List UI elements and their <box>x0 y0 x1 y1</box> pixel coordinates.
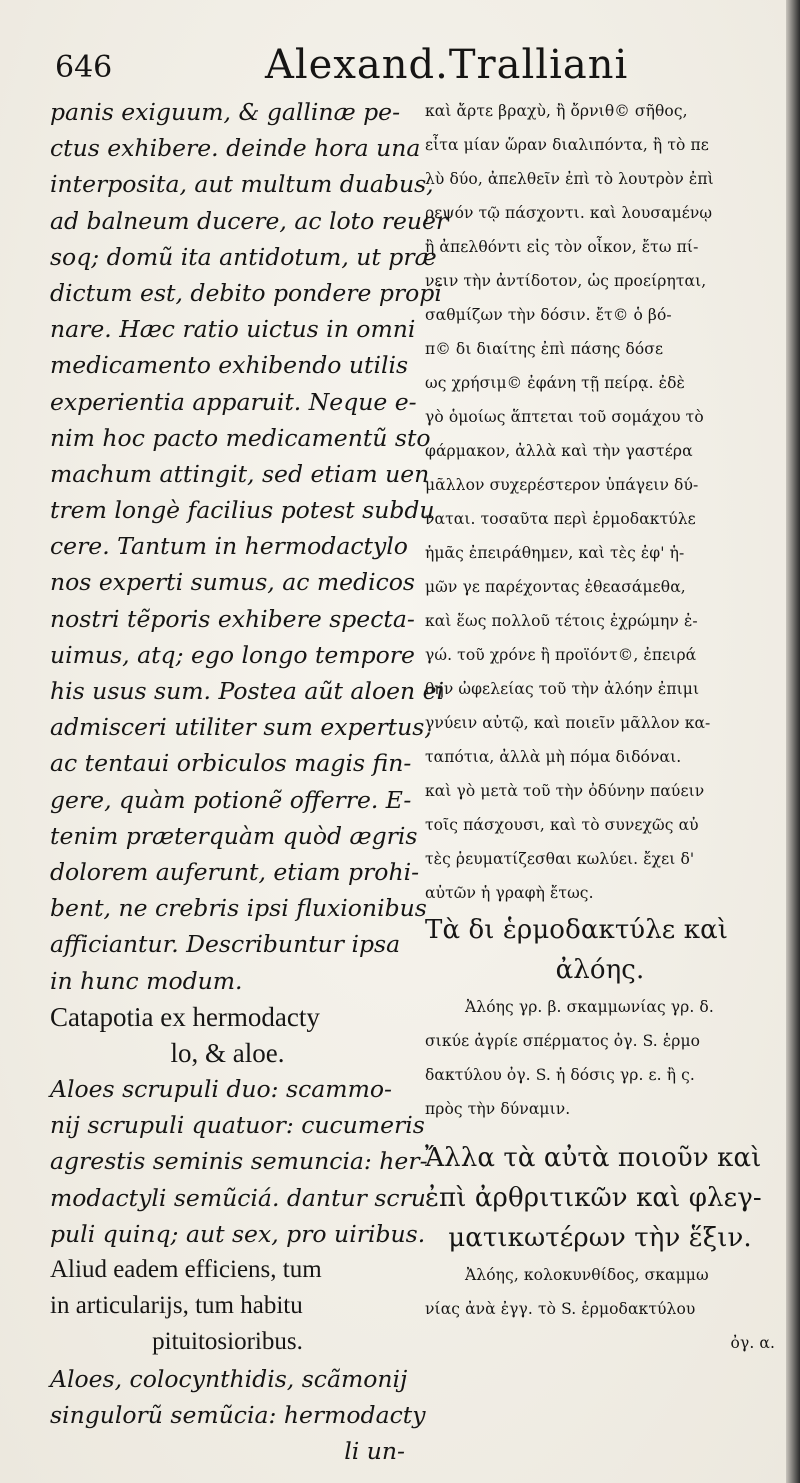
text-line: nim hoc pacto medicamentũ sto <box>50 423 431 452</box>
text-line: καὶ γὸ μετὰ τοῦ τὴν ὀδύνην παύειν <box>425 782 705 800</box>
heading-line: ἀλόης. <box>555 955 645 985</box>
page-header <box>55 44 755 90</box>
text-line: medicamento exhibendo utilis <box>50 351 409 380</box>
heading-line: lo, & aloe. <box>170 1037 285 1068</box>
text-line: Ἀλόης, κολοκυνθίδος, σκαμμω <box>465 1266 709 1284</box>
text-line: panis exiguum, & gallinæ pe- <box>50 98 401 126</box>
text-line: interposita, aut multum duabus, <box>50 170 434 199</box>
text-line: ἡμᾶς ἐπειράθημεν, καὶ τὲς ἐφ' ἡ- <box>425 544 685 562</box>
greek-column <box>425 94 775 1360</box>
text-line: modactyli semũciá. dantur scru <box>50 1183 426 1212</box>
latin-column <box>50 94 448 1469</box>
text-line: soq; domũ ita antidotum, ut præ <box>50 242 437 271</box>
text-line: π© δι διαίτης ἐπὶ πάσης δόσε <box>425 340 664 358</box>
text-line: νειν τὴν ἀντίδοτον, ὡς προείρηται, <box>425 272 707 290</box>
text-line: ἢ ἀπελθόντι εἰς τὸν οἶκον, ἔτω πί- <box>425 238 699 256</box>
heading-line: in articularijs, tum habitu <box>50 1292 303 1320</box>
text-line: bent, ne crebris ipsi fluxionibus <box>50 894 427 923</box>
text-line: ctus exhibere. deinde hora una <box>50 134 421 163</box>
text-line: dictum est, debito pondere propi <box>50 278 442 307</box>
text-line: γνύειν αὐτῷ, καὶ ποιεῖν μᾶλλον κα- <box>425 714 711 732</box>
text-line: δακτύλου ὀγ. S. ἡ δόσις γρ. ε. ἢ ς. <box>425 1066 695 1084</box>
text-line: admisceri utiliter sum expertus, <box>50 713 432 742</box>
text-line: Aloes, colocynthidis, scãmonij <box>50 1364 408 1393</box>
text-line: nare. Hæc ratio uictus in omni <box>50 315 416 344</box>
text-line: σικύε ἀγρίε σπέρματος ὀγ. S. ἑρμο <box>425 1032 701 1050</box>
text-line: αὐτῶν ἡ γραφὴ ἔτως. <box>425 884 594 902</box>
text-line: τοῖς πάσχουσι, καὶ τὸ συνεχῶς αὐ <box>425 816 699 834</box>
text-line: cere. Tantum in hermodactylo <box>50 532 408 561</box>
text-line: φάρμακον, ἀλλὰ καὶ τὴν γαστέρα <box>425 442 693 460</box>
text-line: gere, quàm potionẽ offerre. E- <box>50 785 412 814</box>
greek-body-text <box>425 94 775 910</box>
text-line: Ἀλόης γρ. β. σκαμμωνίας γρ. δ. <box>465 998 714 1016</box>
text-line: uimus, atq; ego longo tempore <box>50 640 415 669</box>
text-line: ρεψόν τῷ πάσχοντι. καὶ λουσαμένῳ <box>425 204 713 222</box>
text-line: καὶ ἕως πολλοῦ τέτοις ἐχρώμην ἐ- <box>425 612 698 630</box>
text-line: μῶν γε παρέχοντας ἐθεασάμεθα, <box>425 578 686 596</box>
text-line: ad balneum ducere, ac loto reuer <box>50 206 448 235</box>
text-line: γώ. τοῦ χρόνε ἢ προϊόντ©, ἐπειρά <box>425 646 697 664</box>
text-line: trem longè facilius potest subdu <box>50 496 435 525</box>
running-title: Alexand.Tralliani <box>265 42 629 88</box>
text-line: λὺ δύο, ἀπελθεῖν ἐπὶ τὸ λουτρὸν ἐπὶ <box>425 170 714 188</box>
text-line: machum attingit, sed etiam uen <box>50 459 430 488</box>
greek-recipe-heading-1 <box>425 910 775 990</box>
greek-recipe-heading-2 <box>425 1138 775 1258</box>
text-line: agrestis seminis semuncia: her- <box>50 1147 428 1176</box>
text-line: nij scrupuli quatuor: cucumeris <box>50 1111 425 1140</box>
text-line: γὸ ὁμοίως ἅπτεται τοῦ σομάχου τὸ <box>425 408 704 426</box>
text-line: afficiantur. Describuntur ipsa <box>50 930 401 959</box>
text-line: nostri tẽporis exhibere specta- <box>50 604 415 633</box>
text-line: πρὸς τὴν δύναμιν. <box>425 1100 571 1118</box>
latin-recipe-2 <box>50 1361 426 1470</box>
text-line: nos experti sumus, ac medicos <box>50 568 415 597</box>
text-line: καὶ ἄρτε βραχὺ, ἢ ὄρνιθ© σῆθος, <box>425 102 688 120</box>
text-line: ταπότια, ἀλλὰ μὴ πόμα διδόναι. <box>425 748 682 766</box>
text-line: εἶτα μίαν ὥραν διαλιπόντα, ἢ τὸ πε <box>425 136 709 154</box>
latin-body-text <box>50 94 448 999</box>
text-line: νίας ἀνὰ ἐγγ. τὸ S. ἑρμοδακτύλου <box>425 1300 696 1318</box>
text-line: θην ὠφελείας τοῦ τὴν ἀλόην ἐπιμι <box>425 680 700 698</box>
heading-line: ἐπὶ ἀρθριτικῶν καὶ φλεγ- <box>425 1183 762 1213</box>
catchword: li un- <box>344 1436 405 1465</box>
heading-line: Ἄλλα τὰ αὐτὰ ποιοῦν καὶ <box>425 1143 762 1173</box>
page-number: 646 <box>55 50 113 85</box>
text-line: μᾶλλον συχερέστερον ὑπάγειν δύ- <box>425 476 699 494</box>
text-line: singulorũ semũcia: hermodacty <box>50 1400 426 1429</box>
greek-recipe-1 <box>425 990 775 1126</box>
heading-line: Τὰ δι ἑρμοδακτύλε καὶ <box>425 915 729 945</box>
text-line: τὲς ῥευματίζεσθαι κωλύει. ἔχει δ' <box>425 850 695 868</box>
text-line: puli quinq; aut sex, pro uiribus. <box>50 1219 426 1248</box>
page-edge-shadow <box>786 0 800 1483</box>
text-line: experientia apparuit. Neque e- <box>50 387 417 416</box>
text-line: his usus sum. Postea aũt aloen ei <box>50 677 445 705</box>
heading-line: pituitosioribus. <box>152 1328 303 1356</box>
text-line: in hunc modum. <box>50 966 243 995</box>
latin-recipe-heading-1 <box>50 999 405 1071</box>
greek-recipe-2 <box>425 1258 775 1360</box>
text-line: ως χρήσιμ© ἐφάνη τῇ πείρᾳ. ἐδὲ <box>425 374 685 392</box>
text-line: ναται. τοσαῦτα περὶ ἑρμοδακτύλε <box>425 510 696 528</box>
text-line: tenim prӕterquàm quòd ægris <box>50 821 418 850</box>
text-line: ὀγ. α. <box>730 1334 775 1352</box>
spacer <box>425 1126 775 1138</box>
text-line: Aloes scrupuli duo: scammo- <box>50 1075 392 1104</box>
heading-line: Catapotia ex hermodacty <box>50 1001 320 1032</box>
latin-recipe-1 <box>50 1071 428 1252</box>
heading-line: Aliud eadem efficiens, tum <box>50 1256 322 1283</box>
text-line: dolorem auferunt, etiam prohi- <box>50 857 420 886</box>
latin-recipe-heading-2 <box>50 1252 405 1361</box>
text-line: ac tentaui orbiculos magis fin- <box>50 749 412 778</box>
text-line: σαθμίζων τὴν δόσιν. ἔτ© ὁ βό- <box>425 306 672 324</box>
heading-line: ματικωτέρων τὴν ἕξιν. <box>448 1223 752 1253</box>
